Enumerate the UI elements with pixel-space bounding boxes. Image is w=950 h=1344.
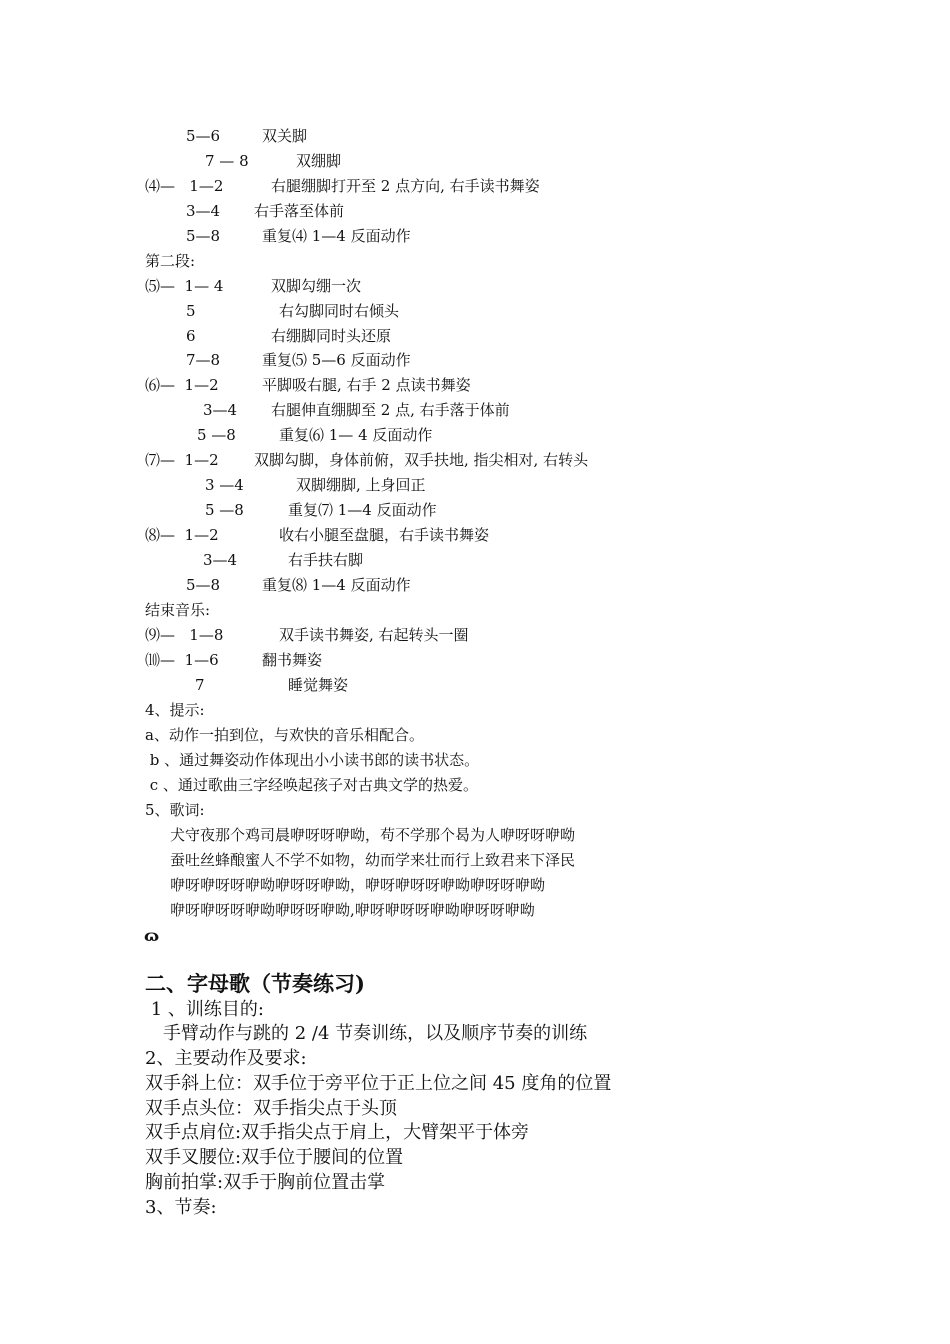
step-description: 双脚绷脚, 上身回正 bbox=[296, 476, 426, 494]
step-description: 睡觉舞姿 bbox=[288, 676, 349, 694]
step-count: ⑽— 1—6 bbox=[145, 651, 219, 669]
step-count: 6 bbox=[186, 327, 196, 345]
step-description: 重复⑺ 1—4 反面动作 bbox=[288, 501, 437, 519]
step-description: 重复⑷ 1—4 反面动作 bbox=[262, 227, 411, 245]
step-description: 重复⑹ 1— 4 反面动作 bbox=[279, 426, 433, 444]
goal-heading: 1 、训练目的: bbox=[145, 999, 264, 1020]
lyrics-line: 咿呀咿呀呀咿呦咿呀呀咿呦，咿呀咿呀呀咿呦咿呀呀咿呦 bbox=[170, 876, 546, 894]
step-count: 5 —8 bbox=[205, 501, 244, 519]
step-description: 右腿绷脚打开至 2 点方向, 右手读书舞姿 bbox=[271, 177, 540, 195]
lyrics-heading: 5、歌词: bbox=[145, 801, 205, 819]
end-mark: ɷ bbox=[144, 926, 160, 945]
requirements-heading: 2、主要动作及要求: bbox=[145, 1048, 307, 1069]
step-description: 翻书舞姿 bbox=[262, 651, 323, 669]
step-description: 双脚勾脚，身体前俯，双手扶地, 指尖相对, 右转头 bbox=[254, 451, 589, 469]
requirement-item: 双手叉腰位:双手位于腰间的位置 bbox=[145, 1147, 404, 1168]
step-count: ⑹— 1—2 bbox=[145, 376, 219, 394]
step-count: 3—4 bbox=[203, 551, 238, 569]
section-label: 结束音乐: bbox=[145, 601, 211, 619]
tips-heading: 4、提示: bbox=[145, 701, 205, 719]
step-description: 双关脚 bbox=[262, 127, 308, 145]
step-count: ⑻— 1—2 bbox=[145, 526, 219, 544]
tip-item: c 、通过歌曲三字经唤起孩子对古典文学的热爱。 bbox=[145, 776, 478, 794]
step-description: 重复⑻ 1—4 反面动作 bbox=[262, 576, 411, 594]
step-count: 7 bbox=[195, 676, 205, 694]
step-count: 3—4 bbox=[186, 202, 221, 220]
requirement-item: 双手斜上位：双手位于旁平位于正上位之间 45 度角的位置 bbox=[145, 1073, 612, 1094]
step-count: 5—8 bbox=[186, 227, 221, 245]
step-description: 右腿伸直绷脚至 2 点, 右手落于体前 bbox=[271, 401, 510, 419]
lyrics-line: 蚕吐丝蜂酿蜜人不学不如物，幼而学来壮而行上致君来下泽民 bbox=[170, 851, 576, 869]
step-description: 右绷脚同时头还原 bbox=[271, 327, 392, 345]
step-description: 平脚吸右腿, 右手 2 点读书舞姿 bbox=[262, 376, 471, 394]
step-description: 收右小腿至盘腿，右手读书舞姿 bbox=[279, 526, 490, 544]
requirement-item: 胸前拍掌:双手于胸前位置击掌 bbox=[145, 1172, 386, 1193]
step-description: 双手读书舞姿, 右起转头一圈 bbox=[279, 626, 469, 644]
requirement-item: 双手点肩位:双手指尖点于肩上，大臂架平于体旁 bbox=[145, 1122, 530, 1143]
requirement-item: 双手点头位：双手指尖点于头顶 bbox=[145, 1098, 397, 1119]
step-description: 右手扶右脚 bbox=[288, 551, 364, 569]
lyrics-line: 犬守夜那个鸡司晨咿呀呀咿呦，苟不学那个曷为人咿呀呀咿呦 bbox=[170, 826, 576, 844]
step-count: ⑸— 1— 4 bbox=[145, 277, 224, 295]
step-description: 重复⑸ 5—6 反面动作 bbox=[262, 351, 411, 369]
step-count: 5 bbox=[186, 302, 196, 320]
step-count: 7—8 bbox=[186, 351, 221, 369]
section-title: 二、字母歌（节奏练习) bbox=[145, 971, 365, 996]
section-label: 第二段: bbox=[145, 252, 196, 270]
step-count: ⑷— 1—2 bbox=[145, 177, 224, 195]
step-description: 右手落至体前 bbox=[254, 202, 345, 220]
step-count: 5 —8 bbox=[197, 426, 236, 444]
step-count: 7 — 8 bbox=[205, 152, 249, 170]
step-count: 5—6 bbox=[186, 127, 221, 145]
goal-text: 手臂动作与跳的 2 /4 节奏训练，以及顺序节奏的训练 bbox=[163, 1023, 588, 1044]
step-count: 3 —4 bbox=[205, 476, 244, 494]
tip-item: b 、通过舞姿动作体现出小小读书郎的读书状态。 bbox=[145, 751, 480, 769]
step-count: ⑼— 1—8 bbox=[145, 626, 224, 644]
step-description: 右勾脚同时右倾头 bbox=[279, 302, 400, 320]
step-count: 5—8 bbox=[186, 576, 221, 594]
lyrics-line: 咿呀咿呀呀咿呦咿呀呀咿呦,咿呀咿呀呀咿呦咿呀呀咿呦 bbox=[170, 901, 535, 919]
step-count: 3—4 bbox=[203, 401, 238, 419]
step-count: ⑺— 1—2 bbox=[145, 451, 219, 469]
rhythm-heading: 3、节奏: bbox=[145, 1197, 217, 1218]
step-description: 双绷脚 bbox=[296, 152, 342, 170]
step-description: 双脚勾绷一次 bbox=[271, 277, 362, 295]
tip-item: a、动作一拍到位，与欢快的音乐相配合。 bbox=[145, 726, 424, 744]
